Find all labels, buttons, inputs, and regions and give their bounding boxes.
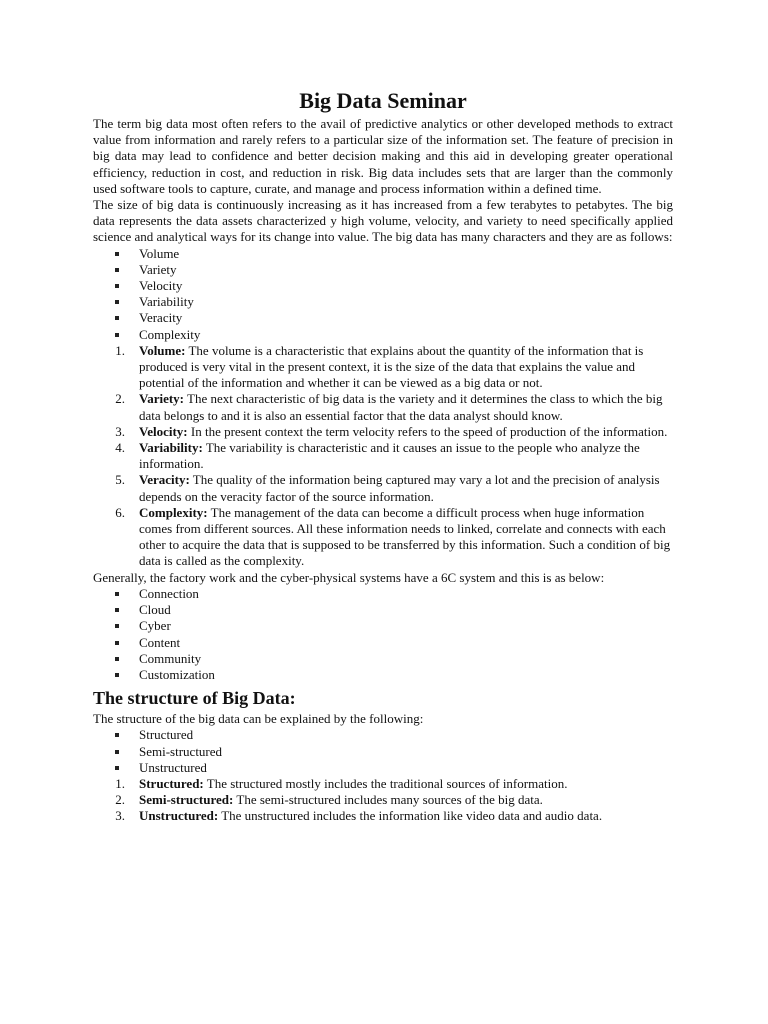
numbered-item xyxy=(93,343,673,392)
item-term: Variety: xyxy=(139,391,185,407)
list-item-text: Semi-structured xyxy=(139,743,223,759)
list-item xyxy=(93,618,673,634)
structure-bullet-list xyxy=(93,727,673,776)
bullet-icon xyxy=(115,608,119,612)
list-item-text: Variety xyxy=(139,261,177,277)
list-item xyxy=(93,760,673,776)
list-item-text: Volume xyxy=(139,245,180,261)
item-term: Velocity: xyxy=(139,423,188,439)
item-text: The quality of the information being captured may vary a lot and the precision of analysis depends on the veracity factor of the source information. xyxy=(139,472,660,504)
structure-heading: The structure of Big Data: xyxy=(93,688,296,709)
bullet-icon xyxy=(115,766,119,770)
item-number: 3 . xyxy=(93,808,125,824)
item-term: Veracity: xyxy=(139,472,190,488)
item-text: The next characteristic of big data is the variety and it determines the class to which the big data belongs to and it is also an essential factor that the data analyst should know. xyxy=(139,391,663,423)
list-item-text: Variability xyxy=(139,294,194,310)
list-item-text: Connection xyxy=(139,585,199,601)
list-item xyxy=(93,602,673,618)
bullet-icon xyxy=(115,750,119,754)
item-term: Semi-structured: xyxy=(139,792,234,808)
numbered-item xyxy=(93,472,673,504)
list-item-text: Community xyxy=(139,650,202,666)
list-item-text: Unstructured xyxy=(139,759,207,775)
structure-paragraph: The structure of the big data can be explained by the following: xyxy=(93,711,424,727)
sixc-paragraph: Generally, the factory work and the cyber-physical systems have a 6C system and this is as below: xyxy=(93,569,605,585)
list-item xyxy=(93,310,673,326)
bullet-icon xyxy=(115,641,119,645)
numbered-item xyxy=(93,424,673,440)
bullet-icon xyxy=(115,657,119,661)
characteristics-bullet-list xyxy=(93,246,673,343)
list-item xyxy=(93,327,673,343)
item-number: 6 . xyxy=(93,505,125,521)
structure-numbered-list xyxy=(93,776,673,825)
list-item-text: Veracity xyxy=(139,310,183,326)
item-term: Unstructured: xyxy=(139,808,219,824)
list-item xyxy=(93,586,673,602)
numbered-item xyxy=(93,505,673,570)
list-item xyxy=(93,278,673,294)
list-item-text: Cyber xyxy=(139,618,171,634)
bullet-icon xyxy=(115,733,119,737)
item-number: 1 . xyxy=(93,343,125,359)
bullet-icon xyxy=(115,268,119,272)
list-item xyxy=(93,744,673,760)
list-item xyxy=(93,635,673,651)
list-item xyxy=(93,727,673,743)
list-item xyxy=(93,667,673,683)
document-body xyxy=(93,88,673,825)
item-term: Variability: xyxy=(139,440,203,456)
list-item-text: Cloud xyxy=(139,602,171,618)
numbered-item xyxy=(93,391,673,423)
item-text: The unstructured includes the information like video data and audio data. xyxy=(221,808,603,824)
sixc-bullet-list xyxy=(93,586,673,683)
bullet-icon xyxy=(115,252,119,256)
item-number: 5 . xyxy=(93,472,125,488)
list-item-text: Structured xyxy=(139,727,194,743)
list-item xyxy=(93,294,673,310)
item-text: The structured mostly includes the traditional sources of information. xyxy=(206,775,568,791)
item-number: 2 . xyxy=(93,391,125,407)
characteristics-numbered-list xyxy=(93,343,673,570)
list-item-text: Velocity xyxy=(139,278,183,294)
numbered-item xyxy=(93,776,673,792)
bullet-icon xyxy=(115,316,119,320)
item-number: 4 . xyxy=(93,440,125,456)
bullet-icon xyxy=(115,624,119,628)
numbered-item xyxy=(93,440,673,472)
item-term: Volume: xyxy=(139,342,186,358)
item-text: In the present context the term velocity refers to the speed of production of the information. xyxy=(190,423,668,439)
intro-paragraph-1: The term big data most often refers to the avail of predictive analytics or other developed methods to extract value from information and rarely refers to a particular size of the information set. The feature of precision in big data may lead to confidence and better decision making and this aid in developing greater operational efficiency, reduction in cost, and reduction in risk. Big data includes sets that are larger than the commonly used software tools to capture, curate, and manage and process information within a defined time. xyxy=(93,116,673,196)
list-item xyxy=(93,262,673,278)
item-number: 1 . xyxy=(93,776,125,792)
item-term: Structured: xyxy=(139,775,204,791)
item-text: The management of the data can become a difficult process when huge information comes from different sources. All these information needs to linked, correlate and connects with each other to acquire the data that is supposed to be transferred by this information. Such a condition of big data is called as the complexity. xyxy=(139,504,671,569)
bullet-icon xyxy=(115,284,119,288)
list-item-text: Content xyxy=(139,634,181,650)
bullet-icon xyxy=(115,333,119,337)
numbered-item xyxy=(93,792,673,808)
bullet-icon xyxy=(115,673,119,677)
list-item-text: Complexity xyxy=(139,326,201,342)
item-number: 3 . xyxy=(93,424,125,440)
item-text: The volume is a characteristic that explains about the quantity of the information that is produced is very vital in the present context, it is the size of the data that explains the value and potential of the information and whether it can be viewed as a big data or not. xyxy=(139,342,644,391)
document-title: Big Data Seminar xyxy=(299,88,467,113)
bullet-icon xyxy=(115,592,119,596)
list-item xyxy=(93,246,673,262)
item-term: Complexity: xyxy=(139,504,208,520)
item-number: 2 . xyxy=(93,792,125,808)
list-item-text: Customization xyxy=(139,666,215,682)
list-item xyxy=(93,651,673,667)
bullet-icon xyxy=(115,300,119,304)
intro-paragraph-2: The size of big data is continuously increasing as it has increased from a few terabytes to petabytes. The big data represents the data assets characterized y high volume, velocity, and variety to need specifically applied science and analytical ways for its change into value. The big data has many characters and they are as follows: xyxy=(93,197,673,245)
numbered-item xyxy=(93,808,673,824)
item-text: The semi-structured includes many sources of the big data. xyxy=(236,792,543,808)
item-text: The variability is characteristic and it causes an issue to the people who analyze the information. xyxy=(139,440,640,472)
